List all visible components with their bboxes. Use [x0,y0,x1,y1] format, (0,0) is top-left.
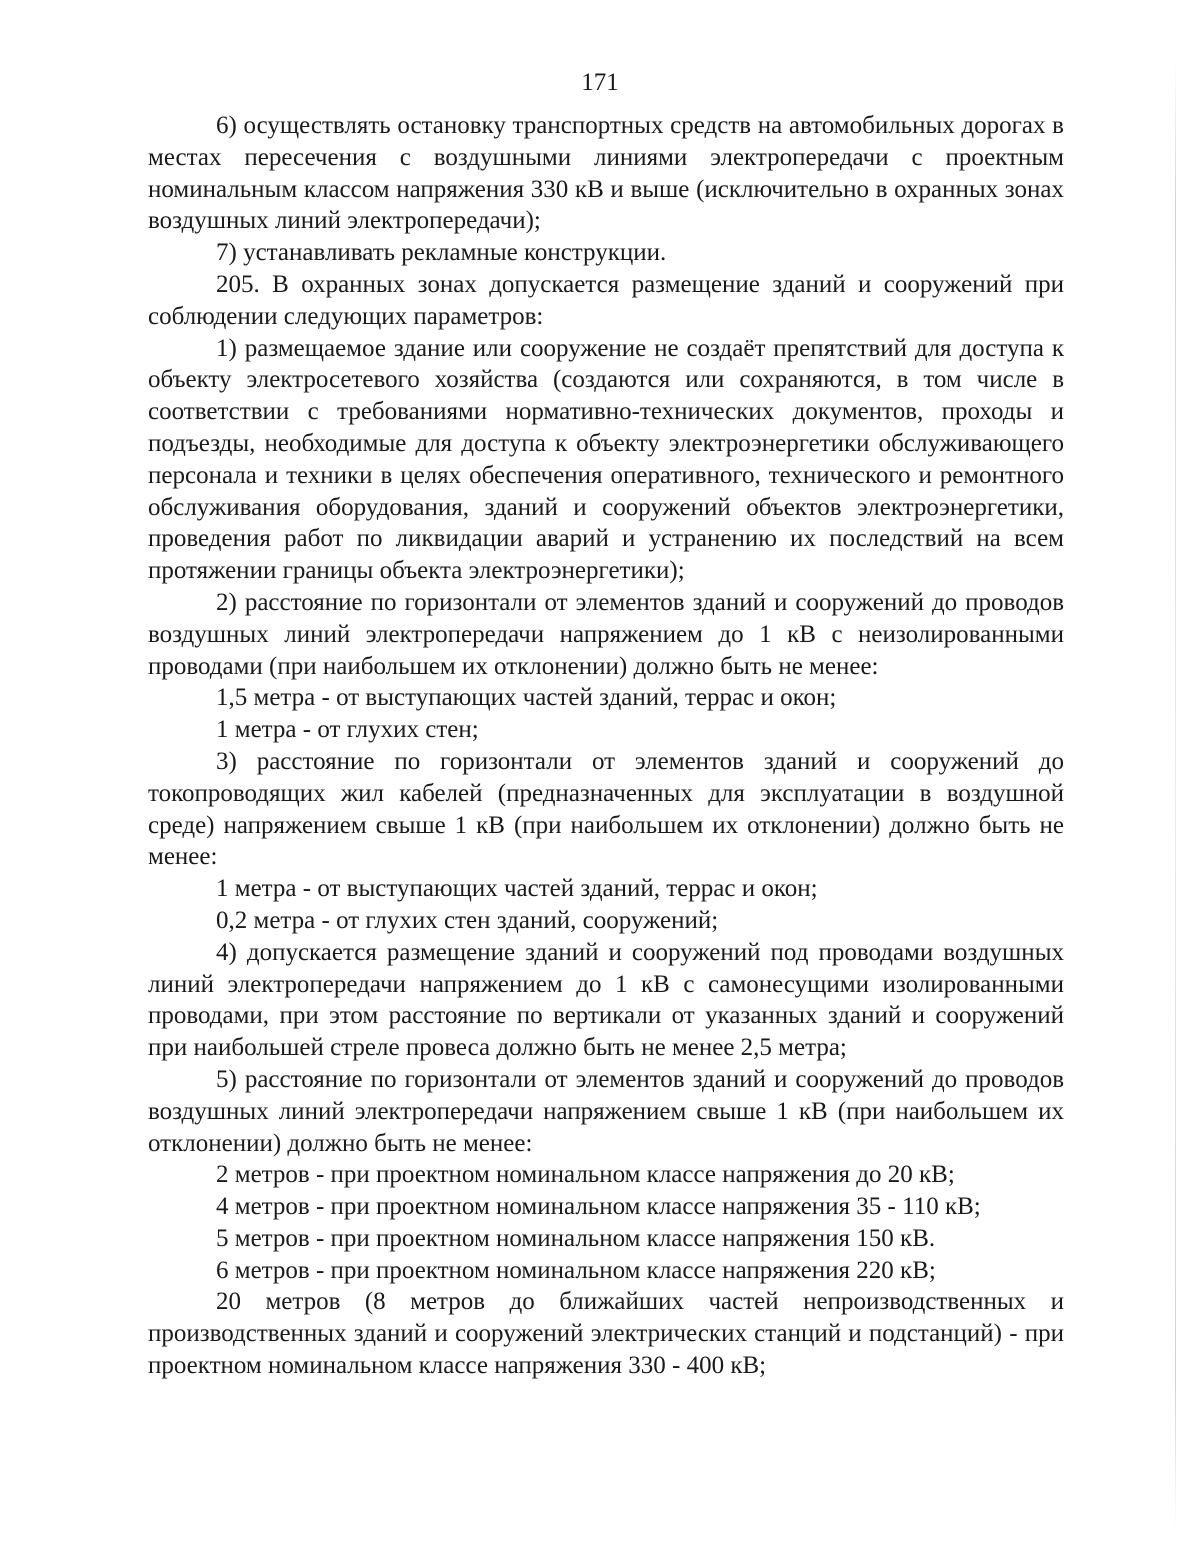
paragraph-condition-1: 1) размещаемое здание или сооружение не создаёт препятствий для доступа к объекту электросетевого хозяйства (создаются или сохраняются, в том числе в соответствии с требованиями нормативно-технических документов, проходы и подъезды, необходимые для доступа к объекту электроэнергетики обслуживающего персонала и техники в целях обеспечения оперативного, технического и ремонтного обслуживания оборудования, зданий и сооружений объектов электроэнергетики, проведения работ по ликвидации аварий и устранению их последствий на всем протяжении границы объекта электроэнергетики); [148,334,1064,585]
distance-line: 0,2 метра - от глухих стен зданий, сооружений; [216,906,719,934]
paragraph-condition-3: 3) расстояние по горизонтали от элементов зданий и сооружений до токопроводящих жил кабелей (предназначенных для эксплуатации в воздушной среде) напряжением свыше 1 кВ (при наибольшем их отклонении) должно быть не менее: [148,747,1064,871]
distance-line: 4 метров - при проектном номинальном классе напряжения 35 - 110 кВ; [216,1193,981,1221]
distance-line: 1 метра - от глухих стен; [216,716,479,744]
paragraph-condition-5: 5) расстояние по горизонтали от элементов зданий и сооружений до проводов воздушных линий электропередачи напряжением свыше 1 кВ (при наибольшем их отклонении) должно быть не менее: [148,1065,1064,1157]
paragraph-item-6: 6) осуществлять остановку транспортных средств на автомобильных дорогах в местах пересечения с воздушными линиями электропередачи с проектным номинальным классом напряжения 330 кВ и выше (исключительно в охранных зонах воздушных линий электропередачи); [148,112,1064,235]
distance-line: 6 метров - при проектном номинальном классе напряжения 220 кВ; [216,1256,936,1284]
page-number: 171 [581,69,619,96]
paragraph-condition-2: 2) расстояние по горизонтали от элементов зданий и сооружений до проводов воздушных линий электропередачи напряжением до 1 кВ с неизолированными проводами (при наибольшем их отклонении) должно быть не менее: [148,588,1064,680]
distance-line: 2 метров - при проектном номинальном классе напряжения до 20 кВ; [216,1161,955,1189]
scan-edge-shadow [1175,60,1176,1530]
distance-line: 1 метра - от выступающих частей зданий, террас и окон; [216,875,818,903]
distance-line: 20 метров (8 метров до ближайших частей непроизводственных и производственных зданий и сооружений электрических станций и подстанций) - при проектном номинальном классе напряжения 330 - 400 кВ; [148,1288,1064,1380]
paragraph-condition-4: 4) допускается размещение зданий и сооружений под проводами воздушных линий электропередачи напряжением до 1 кВ с самонесущими изолированными проводами, при этом расстояние по вертикали от указанных зданий и сооружений при наибольшей стреле провеса должно быть не менее 2,5 метра; [148,938,1064,1062]
distance-line: 1,5 метра - от выступающих частей зданий, террас и окон; [216,684,837,712]
document-body [148,110,1064,1382]
paragraph-item-7: 7) устанавливать рекламные конструкции. [216,239,667,267]
paragraph-clause-205: 205. В охранных зонах допускается размещение зданий и сооружений при соблюдении следующих параметров: [148,270,1064,330]
distance-line: 5 метров - при проектном номинальном классе напряжения 150 кВ. [216,1224,936,1252]
